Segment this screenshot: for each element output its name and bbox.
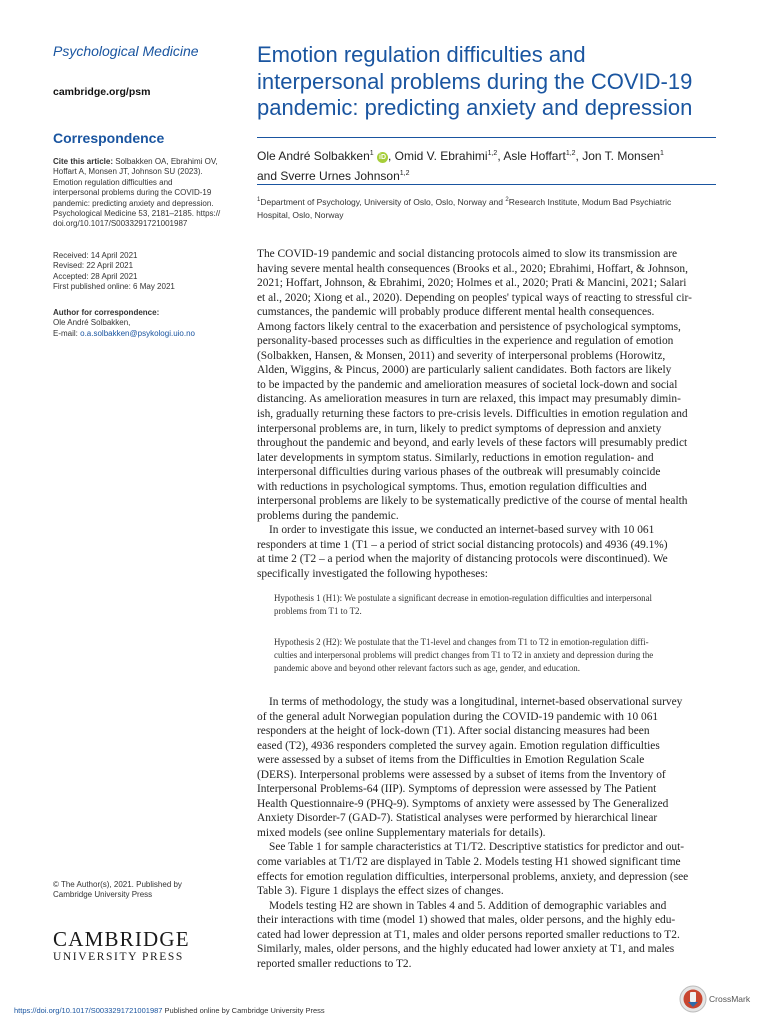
crossmark-icon xyxy=(679,985,707,1013)
title-line: interpersonal problems during the COVID-19 xyxy=(257,68,693,94)
affiliations xyxy=(257,194,717,222)
affil-text: Hospital, Oslo, Norway xyxy=(257,209,344,220)
author-list xyxy=(257,145,722,185)
title-divider xyxy=(257,137,716,138)
doi-link[interactable]: https://doi.org/10.1017/S0033291721001987 xyxy=(14,1006,163,1015)
cite-line: pandemic: predicting anxiety and depression. xyxy=(53,198,214,208)
body-line: specifically investigated the following hypotheses: xyxy=(257,568,488,581)
author-name: , Jon T. Monsen xyxy=(575,149,661,163)
body-line: effects for emotion regulation difficulties, interpersonal problems, anxiety, and depression (see xyxy=(257,870,689,883)
copyright-block xyxy=(53,880,243,901)
body-line: at time 2 (T2 – a period when the majority of distancing protocols were discontinued). We xyxy=(257,553,668,566)
hypothesis-line: problems from T1 to T2. xyxy=(274,606,362,616)
body-line: (DERS). Interpersonal problems were assessed by a subset of items from the Inventory of xyxy=(257,768,666,781)
affil-sup: 1 xyxy=(257,197,261,203)
affil-text: Department of Psychology, University of Oslo, Oslo, Norway and xyxy=(260,196,506,207)
author-affil-sup: 1 xyxy=(369,150,374,157)
body-text-part1 xyxy=(257,247,717,582)
citation-block xyxy=(53,157,243,230)
copyright-line: © The Author(s), 2021. Published by xyxy=(53,880,182,889)
body-line: were assessed by a subset of items from the Difficulties in Emotion Regulation Scale xyxy=(257,754,645,767)
body-line: to be impacted by the pandemic and amelioration measures of societal lock-down and social xyxy=(257,378,678,391)
body-line: Among factors likely central to the exacerbation and persistence of psychological symptoms, xyxy=(257,320,681,333)
revised-date: Revised: 22 April 2021 xyxy=(53,261,134,271)
body-line: et al., 2020; Xiong et al., 2020). Depending on peoples' typical ways of reacting to stressful cir- xyxy=(257,291,692,304)
body-line: Similarly, males, older persons, and the highly educated had lower anxiety at T1, and males xyxy=(257,943,675,956)
body-line: problems during the pandemic. xyxy=(257,509,399,522)
author-name: Ole André Solbakken xyxy=(257,149,370,163)
publisher-logo-line: CAMBRIDGE xyxy=(53,927,190,951)
paragraph-intro xyxy=(257,247,717,523)
body-line: mixed models (see online Supplementary materials for details). xyxy=(257,826,546,839)
paragraph-methodology xyxy=(257,695,717,840)
crossmark-label: CrossMark xyxy=(709,994,751,1004)
body-line: (Solbakken, Hansen, & Monsen, 2011) and severity of interpersonal problems (Horowitz, xyxy=(257,349,666,362)
body-line: interpersonal problems are, in turn, likely to predict symptoms of depression and anxiety xyxy=(257,422,662,435)
published-date: First published online: 6 May 2021 xyxy=(53,282,175,292)
author-name: , Asle Hoffart xyxy=(497,149,566,163)
author-corr-name: Ole André Solbakken, xyxy=(53,318,131,328)
body-line: Health Questionnaire-9 (PHQ-9). Symptoms of anxiety were assessed by The Generalized xyxy=(257,797,669,810)
hypothesis-1 xyxy=(274,592,717,618)
body-line: responders at the height of lock-down (T1). After social distancing measures had been xyxy=(257,725,650,738)
body-line: responders at time 1 (T1 – a period of strict social distancing protocols) and 4936 (49.1%) xyxy=(257,538,668,551)
publisher-logo xyxy=(53,928,190,964)
body-line: Interpersonal Problems-64 (IIP). Symptoms of depression were assessed by The Patient xyxy=(257,783,657,796)
email-label: E-mail: xyxy=(53,328,78,338)
body-line: In order to investigate this issue, we conducted an internet-based survey with 10 061 xyxy=(269,524,655,537)
accepted-date: Accepted: 28 April 2021 xyxy=(53,271,138,281)
author-affil-sup: 1 xyxy=(660,150,664,157)
published-by-text: Published online by Cambridge University Press xyxy=(162,1006,325,1015)
cite-label: Cite this article: xyxy=(53,157,114,166)
affil-sup: 2 xyxy=(505,197,509,203)
cite-line: Hoffart A, Monsen JT, Johnson SU (2023). xyxy=(53,167,203,177)
hypothesis-line: Hypothesis 1 (H1): We postulate a significant decrease in emotion-regulation difficulties and interpersonal xyxy=(274,593,653,603)
body-line: Alden, Wiggins, & Pincus, 2000) are particularly salient candidates. Both factors are likely xyxy=(257,364,672,377)
paragraph-results-h1 xyxy=(257,840,717,898)
cite-line: Psychological Medicine 53, 2181–2185. https:// xyxy=(53,209,221,219)
crossmark-badge[interactable] xyxy=(679,985,750,1013)
body-line: interpersonal difficulties during various phases of the outbreak will presumably coincide xyxy=(257,466,661,479)
body-line: reported smaller reductions to T2. xyxy=(257,957,412,970)
body-line: having severe mental health consequences (Brooks et al., 2020; Ebrahimi, Hoffart, & Johnson, xyxy=(257,262,688,275)
body-line: The COVID-19 pandemic and social distancing protocols aimed to slow its transmission are xyxy=(257,248,678,260)
email-link[interactable]: o.a.solbakken@psykologi.uio.no xyxy=(80,328,195,338)
body-line: cumstances, the pandemic will probably produce different mental health consequences. xyxy=(257,306,655,319)
hypothesis-line: pandemic above and beyond other relevant factors such as age, gender, and education. xyxy=(274,663,580,673)
paragraph-results-h2 xyxy=(257,899,717,972)
body-line: Models testing H2 are shown in Tables 4 and 5. Addition of demographic variables and xyxy=(269,899,667,912)
body-line: later developments in symptom status. Similarly, reductions in emotion regulation- and xyxy=(257,451,654,464)
body-line: eased (T2), 4936 responders completed the survey again. Emotion regulation difficulties xyxy=(257,739,660,752)
publisher-logo-line: UNIVERSITY PRESS xyxy=(53,951,184,963)
body-line: Anxiety Disorder-7 (GAD-7). Statistical analyses were performed by hierarchical linear xyxy=(257,812,658,825)
author-corr-label: Author for correspondence: xyxy=(53,308,160,317)
hypothesis-line: Hypothesis 2 (H2): We postulate that the T1-level and changes from T1 to T2 in emotion-regulation diffi- xyxy=(274,637,649,647)
cite-line: Emotion regulation difficulties and xyxy=(53,177,173,187)
body-line: cated had lower depression at T1, males and older persons reported smaller reductions to T2. xyxy=(257,928,680,941)
body-text-part2 xyxy=(257,695,717,971)
cite-line: Solbakken OA, Ebrahimi OV, xyxy=(115,157,218,166)
orcid-icon[interactable]: iD xyxy=(379,154,386,161)
body-line: with reductions in psychological symptoms. Thus, emotion regulation difficulties and xyxy=(257,480,647,493)
body-line: ish, gradually returning these factors to pre-crisis levels. Difficulties in emotion regulation and xyxy=(257,408,688,421)
title-line: pandemic: predicting anxiety and depression xyxy=(257,95,693,120)
author-affil-sup: 1,2 xyxy=(399,170,410,177)
correspondence-block xyxy=(53,308,243,339)
paragraph-survey xyxy=(257,523,717,581)
journal-name: Psychological Medicine xyxy=(53,43,199,59)
body-line: come variables at T1/T2 are displayed in Table 2. Models testing H1 showed significant time xyxy=(257,856,681,869)
body-line: In terms of methodology, the study was a longitudinal, internet-based observational survey xyxy=(269,696,683,708)
body-line: 2021; Hoffart, Johnson, & Ebrahimi, 2020; Holmes et al., 2020; Prati & Mancini, 2021; Salari xyxy=(257,277,687,290)
section-label: Correspondence xyxy=(53,130,165,146)
journal-url-link[interactable]: cambridge.org/psm xyxy=(53,86,151,98)
article-title xyxy=(257,42,727,122)
hypothesis-line: culties and interpersonal problems will predict changes from T1 to T2 in anxiety and depression during the xyxy=(274,650,654,660)
hypothesis-2 xyxy=(274,636,717,675)
body-line: interpersonal problems are likely to be systematically predictive of the course of mental health xyxy=(257,495,688,508)
body-line: personality-based processes such as difficulties in the experience and regulation of emotion xyxy=(257,335,674,348)
title-line: Emotion regulation difficulties and xyxy=(257,42,586,67)
body-line: their interactions with time (model 1) showed that males, older persons, and the highly edu- xyxy=(257,914,676,927)
authors-divider xyxy=(257,184,716,185)
author-name: , Omid V. Ebrahimi xyxy=(388,149,488,163)
body-line: of the general adult Norwegian population during the COVID-19 pandemic with 10 061 xyxy=(257,710,659,723)
cite-line: interpersonal problems during the COVID-19 xyxy=(53,188,212,198)
page-footer xyxy=(14,1006,325,1015)
body-line: See Table 1 for sample characteristics at T1/T2. Descriptive statistics for predictor and out- xyxy=(269,841,685,854)
author-affil-sup: 1,2 xyxy=(565,150,576,157)
body-line: throughout the pandemic and beyond, and early levels of these factors will presumably predict xyxy=(257,437,688,450)
body-line: distancing. As amelioration measures in turn are relaxed, this impact may presumably dimin- xyxy=(257,393,681,406)
received-date: Received: 14 April 2021 xyxy=(53,251,138,260)
dates-block xyxy=(53,251,243,293)
affil-text: Research Institute, Modum Bad Psychiatric xyxy=(508,196,672,207)
body-line: Table 3). Figure 1 displays the effect sizes of changes. xyxy=(257,885,504,898)
cite-line: doi.org/10.1017/S0033291721001987 xyxy=(53,219,188,229)
copyright-line: Cambridge University Press xyxy=(53,890,153,900)
author-name: and Sverre Urnes Johnson xyxy=(257,169,400,183)
author-affil-sup: 1,2 xyxy=(487,150,498,157)
